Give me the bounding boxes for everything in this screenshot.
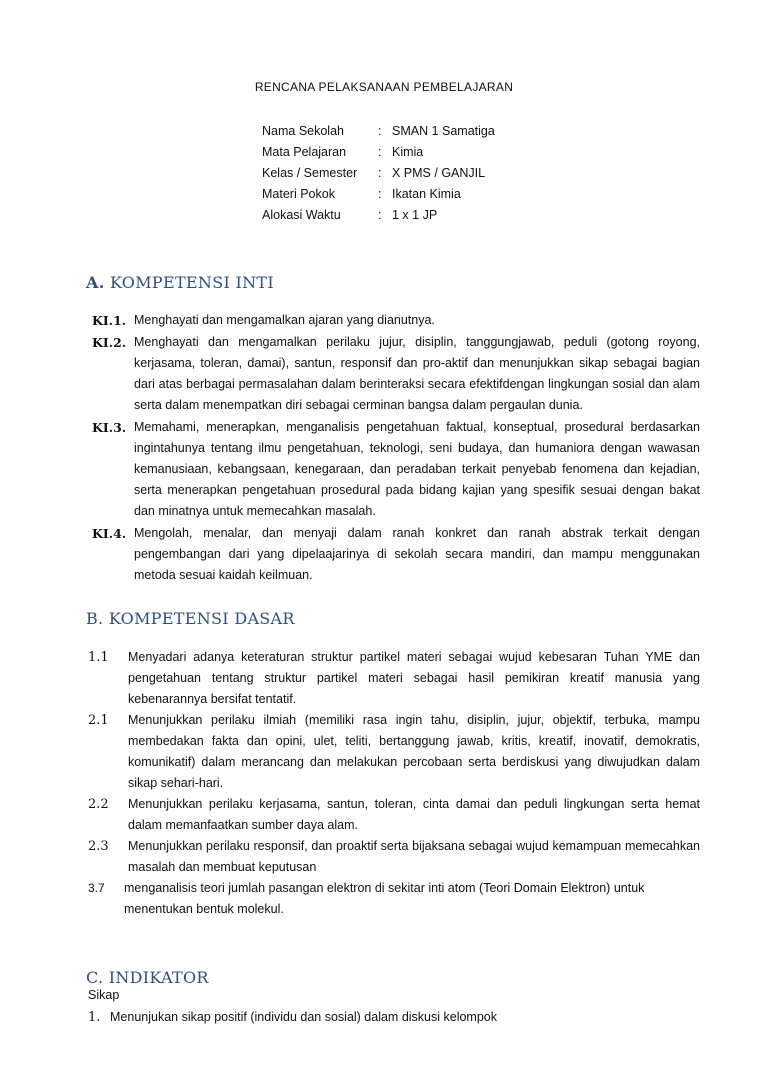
info-separator: : bbox=[378, 207, 382, 222]
info-row-subject bbox=[262, 141, 495, 162]
basic-competency-list bbox=[88, 647, 700, 920]
item-number: 2.2 bbox=[88, 797, 109, 812]
item-text: Menghayati dan mengamalkan ajaran yang dianutnya. bbox=[134, 313, 435, 327]
item-text: Menunjukkan perilaku ilmiah (memiliki rasa ingin tahu, disiplin, jujur, objektif, terbuka, mampu membedakan fakta dan opini, ulet, teliti, bertanggung jawab, kritis, kreatif, inovatif, demokratis, komunikatif) dalam merancang dan melakukan percobaan serta berdiskusi yang diwujudkan dalam sikap sehari-hari. bbox=[128, 713, 700, 790]
info-label: Materi Pokok bbox=[262, 186, 335, 201]
section-heading-c: C. INDIKATOR bbox=[86, 968, 209, 987]
document-title: RENCANA PELAKSANAAN PEMBELAJARAN bbox=[254, 80, 514, 94]
list-item bbox=[92, 523, 700, 586]
list-item bbox=[88, 878, 700, 920]
info-label: Nama Sekolah bbox=[262, 123, 344, 138]
info-row-school bbox=[262, 120, 495, 141]
section-heading-b: B. KOMPETENSI DASAR bbox=[86, 609, 295, 628]
item-number: 1. bbox=[88, 1010, 101, 1025]
list-item bbox=[88, 647, 700, 710]
list-item bbox=[92, 310, 700, 331]
item-number: KI.1. bbox=[92, 313, 127, 328]
item-text: menganalisis teori jumlah pasangan elektron di sekitar inti atom (Teori Domain Elektron) untuk menentukan bentuk molekul. bbox=[124, 881, 645, 916]
identity-table bbox=[262, 120, 495, 225]
item-text: Memahami, menerapkan, menganalisis pengetahuan faktual, konseptual, prosedural berdasarkan ingintahunya tentang ilmu pengetahuan, teknologi, seni budaya, dan humaniora dengan wawasan kemanusiaan, kebangsaan, kenegaraan, dan peradaban terkait penyebab fenomena dan kejadian, serta menerapkan pengetahuan prosedural pada bidang kajian yang spesifik sesuai dengan bakat dan minatnya untuk memecahkan masalah. bbox=[134, 420, 700, 518]
core-competency-list bbox=[92, 310, 700, 587]
item-number: KI.4. bbox=[92, 526, 127, 541]
item-text: Menghayati dan mengamalkan perilaku jujur, disiplin, tanggungjawab, peduli (gotong royong, kerjasama, toleran, damai), santun, responsif dan pro-aktif dan menunjukkan sikap sebagai bagian dari atas berbagai permasalahan dalam berinteraksi secara efektifdengan lingkungan sosial dan alam serta dalam menempatkan diri sebagai cerminan bangsa dalam pergaulan dunia. bbox=[134, 335, 700, 412]
item-number: 1.1 bbox=[88, 650, 109, 665]
item-number: KI.3. bbox=[92, 420, 127, 435]
info-value: SMAN 1 Samatiga bbox=[392, 123, 495, 138]
list-item bbox=[88, 836, 700, 878]
info-row-topic bbox=[262, 183, 495, 204]
item-number: 3.7 bbox=[88, 881, 105, 895]
item-text: Menyadari adanya keteraturan struktur partikel materi sebagai wujud kebesaran Tuhan YME dan pengetahuan tentang struktur partikel materi sebagai hasil pemikiran kreatif manusia yang kebenarannya bersifat tentatif. bbox=[128, 650, 700, 706]
info-row-class bbox=[262, 162, 495, 183]
info-label: Alokasi Waktu bbox=[262, 207, 341, 222]
list-item bbox=[88, 710, 700, 794]
info-separator: : bbox=[378, 123, 382, 138]
section-title: KOMPETENSI INTI bbox=[109, 273, 274, 292]
info-value: 1 x 1 JP bbox=[392, 207, 438, 222]
info-separator: : bbox=[378, 186, 382, 201]
info-label: Kelas / Semester bbox=[262, 165, 358, 180]
info-value: Kimia bbox=[392, 144, 424, 159]
list-item bbox=[88, 794, 700, 836]
info-value: Ikatan Kimia bbox=[392, 186, 461, 201]
info-label: Mata Pelajaran bbox=[262, 144, 347, 159]
list-item bbox=[92, 417, 700, 522]
item-text: Menunjukkan perilaku responsif, dan proaktif serta bijaksana sebagai wujud kemampuan memecahkan masalah dan membuat keputusan bbox=[128, 839, 700, 874]
info-separator: : bbox=[378, 144, 382, 159]
list-item bbox=[92, 332, 700, 416]
item-text: Mengolah, menalar, dan menyaji dalam ranah konkret dan ranah abstrak terkait dengan pengembangan dari yang dipelaajarinya di sekolah secara mandiri, dan mampu menggunakan metoda sesuai kaidah keilmuan. bbox=[134, 526, 700, 582]
item-number: 2.1 bbox=[88, 713, 109, 728]
info-value: X PMS / GANJIL bbox=[392, 165, 486, 180]
item-number: 2.3 bbox=[88, 839, 109, 854]
info-separator: : bbox=[378, 165, 382, 180]
sub-heading-sikap: Sikap bbox=[88, 988, 120, 1002]
info-row-time bbox=[262, 204, 495, 225]
item-number: KI.2. bbox=[92, 335, 127, 350]
item-text: Menunjukan sikap positif (individu dan sosial) dalam diskusi kelompok bbox=[110, 1010, 497, 1024]
section-heading-a bbox=[86, 273, 274, 292]
indicator-item bbox=[88, 1010, 497, 1025]
item-text: Menunjukkan perilaku kerjasama, santun, toleran, cinta damai dan peduli lingkungan serta hemat dalam memanfaatkan sumber daya alam. bbox=[128, 797, 700, 832]
section-letter: A. bbox=[86, 273, 105, 292]
